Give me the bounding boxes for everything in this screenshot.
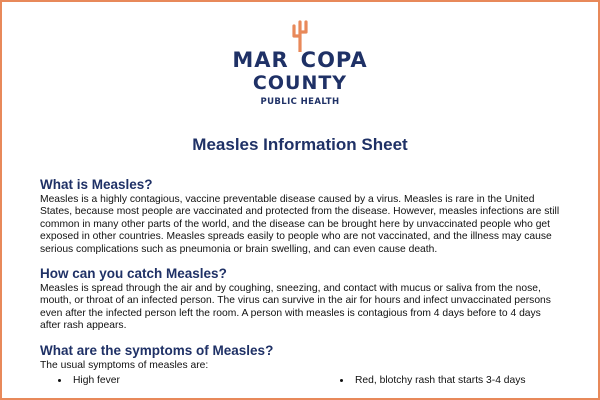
- document-body: [40, 177, 560, 386]
- section-heading-how-catch: How can you catch Measles?: [40, 266, 227, 282]
- section-body-how-catch: Measles is spread through the air and by coughing, sneezing, and contact with mucus or saliva from the nose, mouth, or throat of an infected person. The virus can survive in the air for hours and infect unvaccinated persons even after the infected person left the room. A person with measles is contagious from 4 days before to 4 days after rash appears.: [40, 283, 551, 332]
- page-title: Measles Information Sheet: [192, 135, 408, 154]
- section-heading-symptoms: What are the symptoms of Measles?: [40, 342, 274, 358]
- logo-line-3: PUBLIC HEALTH: [260, 97, 340, 107]
- cactus-icon: [289, 18, 311, 52]
- list-item: [58, 375, 120, 386]
- section-body-symptoms: The usual symptoms of measles are:: [40, 359, 209, 371]
- logo-text-copa: COPA: [300, 48, 368, 72]
- symptoms-list: [40, 372, 560, 386]
- maricopa-county-public-health-logo: [2, 20, 598, 107]
- symptom-text: Red, blotchy rash that starts 3-4 days: [355, 375, 526, 387]
- section-heading-what-is: What is Measles?: [40, 177, 153, 192]
- bullet-icon: [340, 379, 343, 382]
- bullet-icon: [58, 379, 61, 382]
- list-item: [340, 375, 526, 386]
- logo-text-mar: MAR: [232, 48, 289, 72]
- symptom-text: High fever: [73, 375, 120, 387]
- section-body-what-is: Measles is a highly contagious, vaccine preventable disease caused by a virus. Measles is rare in the United States, because most people are vaccinated and protected from the disease. However, measles infections are still common in many other parts of the world, and the disease can be brought here by unvaccinated people who get exposed in other countries. Measles spreads easily to people who are not vaccinated, and the illness may cause serious complications such as pneumonia or brain swelling, and can even cause death.: [40, 194, 560, 255]
- logo-line-2: COUNTY: [252, 72, 348, 94]
- logo-line-1: [2, 48, 598, 72]
